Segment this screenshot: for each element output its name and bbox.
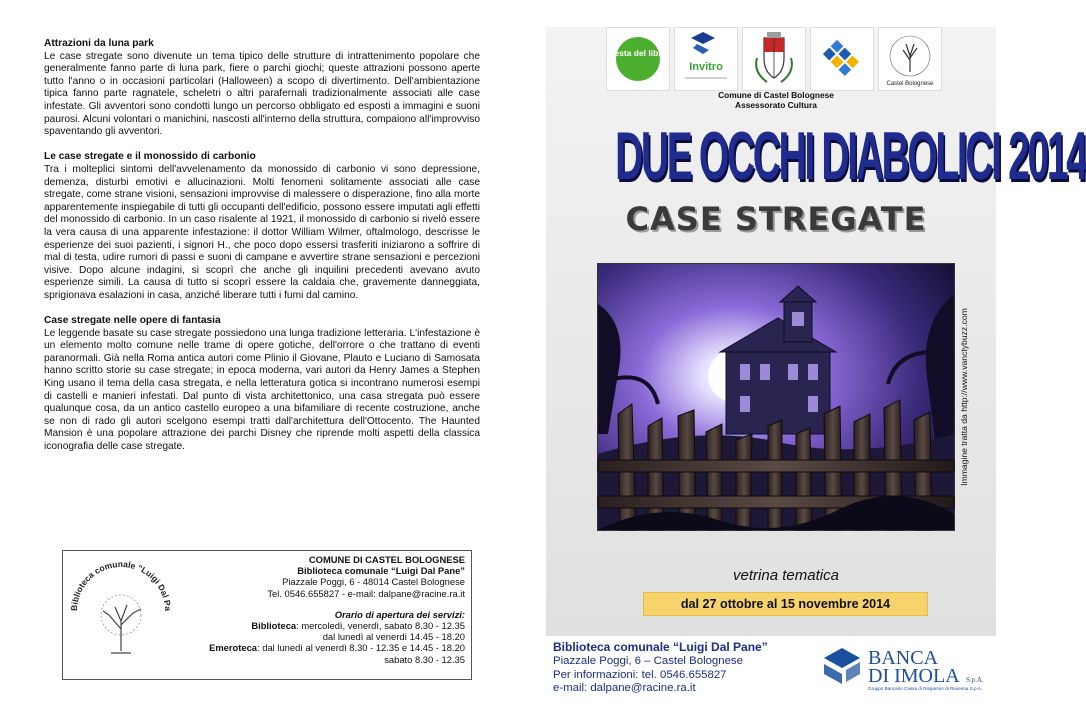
footer-library-name: Biblioteca comunale “Luigi Dal Pane” [553, 640, 768, 654]
emeroteca-hours-1: Emeroteca: dal lunedì al venerdì 8.30 - 12.35 e 14.45 - 18.20 [209, 642, 465, 654]
svg-text:Biblioteca comunale "Luigi Dal [69, 559, 173, 611]
svg-text:Castel Bolognese: Castel Bolognese [886, 81, 934, 87]
svg-text:Festa del libro: Festa del libro [609, 48, 667, 58]
comune-name: COMUNE DI CASTEL BOLOGNESE [308, 554, 465, 565]
biblioteca-hours-2: dal lunedì al venerdì 14.45 - 18.20 [322, 631, 465, 643]
left-page-text [44, 38, 480, 466]
biblioteca-hours-1: Biblioteca: mercoledì, venerdì, sabato 8.30 - 12.35 [251, 620, 465, 632]
biblioteca-ragazzi-logo [810, 27, 874, 91]
haunted-house-illustration [597, 263, 955, 531]
library-logo-text: Biblioteca comunale "Luigi Dal Pa [69, 559, 173, 612]
section-heading: Attrazioni da luna park [44, 38, 154, 49]
festa-del-libro-logo [606, 27, 670, 91]
footer-phone: Per informazioni: tel. 0546.655827 [553, 668, 727, 681]
footer-library-info [553, 641, 768, 696]
library-contacts: Tel. 0546.655827 - e-mail: dalpane@racine.ra.it [267, 587, 465, 599]
emeroteca-hours-2: sabato 8.30 - 12.35 [384, 653, 465, 665]
comune-header [656, 91, 896, 110]
library-logo [69, 559, 173, 667]
exhibition-dates: dal 27 ottobre al 15 novembre 2014 [643, 592, 928, 616]
library-address: Piazzale Poggi, 6 - 48014 Castel Bolognese [282, 576, 465, 588]
svg-text:S.p.A.: S.p.A. [966, 676, 984, 684]
library-contact-text [175, 554, 465, 665]
svg-text:DI IMOLA: DI IMOLA [868, 665, 960, 687]
footer-address: Piazzale Poggi, 6 – Castel Bolognese [553, 654, 743, 667]
partner-logos [606, 27, 944, 89]
image-credit: Immagine tratta da http://www.vanctybuzz.com [959, 308, 969, 486]
biblioteca-luigi-dal-pane-logo [878, 27, 942, 91]
main-title: DUE OCCHI DIABOLICI 2014 [615, 118, 1086, 194]
section-monossido [44, 151, 480, 302]
subtitle: CASE STREGATE [625, 200, 927, 238]
invitro-logo [674, 27, 738, 91]
svg-text:Invitro: Invitro [689, 61, 723, 73]
section-text: Le leggende basate su case stregate possiedono una lunga tradizione letteraria. L'infestazione è un elemento molto comune nelle trame di opere gotiche, dell'orrore o che trattano di eventi paranormali. Già nella Roma antica autori come Plinio il Giovane, Plauto e Luciano di Samosata hanno scritto storie su case stregate; in epoca moderna, vari autori da Henry James a Stephen King usano il tema della casa stregata, e nella letteratura gotica si incontrano numerosi esempi di castelli e manieri infestati. Dal punto di vista architettonico, una casa stregata può essere qualunque cosa, da un antico castello europeo a una bifamiliare di recente costruzione, anche se non di rado gli autori scelgono esempi tratti dall'architettura dell'Ottocento. The Haunted Mansion è una popolare attrazione dei parchi Disney che riprende molti aspetti della classica iconografia delle case stregate. [44, 327, 480, 452]
svg-text:BANCA: BANCA [868, 647, 939, 669]
hours-title: Orario di apertura dei servizi: [334, 608, 465, 620]
svg-text:Gruppo Bancario Cassa di Rispa: Gruppo Bancario Cassa di Risparmio di Ravenna S.p.A. [868, 686, 983, 691]
section-luna-park [44, 38, 480, 139]
section-heading: Case stregate nelle opere di fantasia [44, 315, 221, 327]
banca-di-imola-logo [820, 644, 1000, 692]
library-name: Biblioteca comunale “Luigi Dal Pane” [297, 565, 465, 577]
section-heading: Le case stregate e il monossido di carbonio [44, 151, 256, 163]
footer-email: e-mail: dalpane@racine.ra.it [553, 682, 696, 695]
section-fantasia [44, 315, 480, 454]
section-text: Le case stregate sono divenute un tema tipico delle strutture di intrattenimento popolare che generalmente fanno parte di luna park, fiere o parchi giochi; queste attrazioni possono aperte tutto l'anno o in occasioni particolari (Halloween) a scopo di divertimento. Dell'ambientazione tipica fanno parte ragnatele, scheletri o altri parafernali tradizionalmente associati alle case infestate. Gli avventori sono condotti lungo un percorso obbligato ed esposti a immagini e suoni paurosi. Alcuni volontari o manichini, nascosti all'interno della struttura, compaiono all'improvviso spaventando gli avventori. [44, 50, 480, 138]
right-page-cover [546, 27, 1086, 636]
library-info-box [62, 550, 472, 680]
section-text: Tra i molteplici sintomi dell'avvelenamento da monossido di carbonio vi sono depressione, demenza, disturbi emotivi e allucinazioni. Molti fenomeni solitamente associati alle case stregate, come strane visioni, sensazioni improvvise di malessere o disperazione, fino alla morte apparentemente inspiegabile di tutti gli occupanti dell'edificio, possono essere imputati agli effetti del monossido di carbonio. In un caso risalente al 1921, il monossido di carbonio si rivelò essere la vera causa di una apparente infestazione: il dottor William Wilmer, oftalmologo, descrisse le esperienze dei suoi pazienti, i signori H., che poco dopo essersi trasferiti iniziarono a soffrire di mal di testa, udire rumori di passi e suoni di campane e avvertire strane sensazioni e percezioni visive. Dopo alcune indagini, si scoprì che anche gli inquilini precedenti avevano avuto esperienze simili. La causa di tutto si scoprì essere la caldaia che, gravemente danneggiata, sprigionava esalazioni in casa, anziché liberare tutti i fumi dal camino. [44, 163, 480, 301]
vetrina-tematica-label: vetrina tematica [733, 567, 839, 584]
assessorato: Assessorato Cultura [735, 99, 817, 110]
comune-name: Comune di Castel Bolognese [718, 90, 834, 100]
comune-crest-logo [742, 27, 806, 91]
